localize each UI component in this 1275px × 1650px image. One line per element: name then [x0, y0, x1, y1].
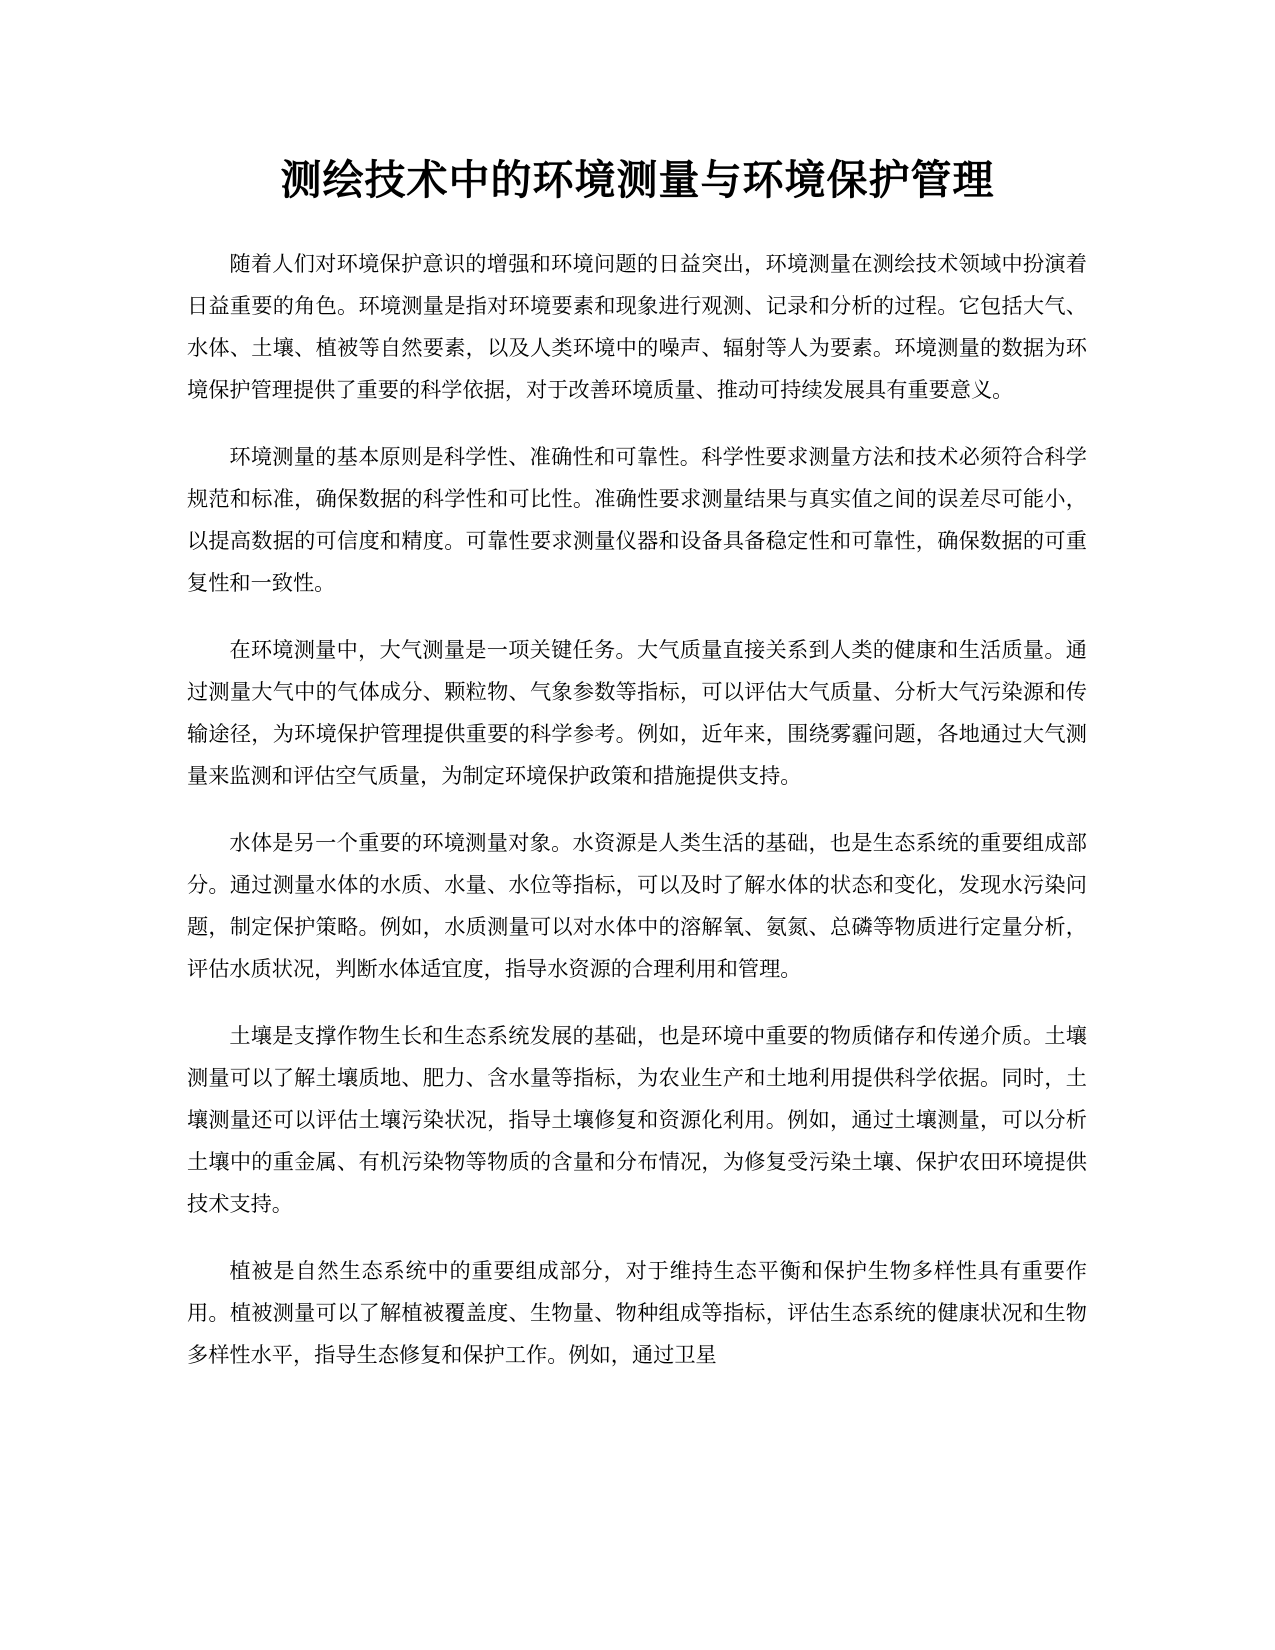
paragraph-principles: 环境测量的基本原则是科学性、准确性和可靠性。科学性要求测量方法和技术必须符合科学规范和标准，确保数据的科学性和可比性。准确性要求测量结果与真实值之间的误差尽可能小，以提高数据的可信度和精度。可靠性要求测量仪器和设备具备稳定性和可靠性，确保数据的可重复性和一致性。	[187, 444, 1087, 595]
paragraph-soil: 土壤是支撑作物生长和生态系统发展的基础，也是环境中重要的物质储存和传递介质。土壤测量可以了解土壤质地、肥力、含水量等指标，为农业生产和土地利用提供科学依据。同时，土壤测量还可以评估土壤污染状况，指导土壤修复和资源化利用。例如，通过土壤测量，可以分析土壤中的重金属、有机污染物等物质的含量和分布情况，为修复受污染土壤、保护农田环境提供技术支持。	[187, 1023, 1087, 1216]
document-body	[187, 243, 1087, 1401]
paragraph-atmosphere: 在环境测量中，大气测量是一项关键任务。大气质量直接关系到人类的健康和生活质量。通过测量大气中的气体成分、颗粒物、气象参数等指标，可以评估大气质量、分析大气污染源和传输途径，为环境保护管理提供重要的科学参考。例如，近年来，围绕雾霾问题，各地通过大气测量来监测和评估空气质量，为制定环境保护政策和措施提供支持。	[187, 637, 1087, 788]
document-title: 测绘技术中的环境测量与环境保护管理	[280, 156, 995, 204]
paragraph-intro: 随着人们对环境保护意识的增强和环境问题的日益突出，环境测量在测绘技术领域中扮演着日益重要的角色。环境测量是指对环境要素和现象进行观测、记录和分析的过程。它包括大气、水体、土壤、植被等自然要素，以及人类环境中的噪声、辐射等人为要素。环境测量的数据为环境保护管理提供了重要的科学依据，对于改善环境质量、推动可持续发展具有重要意义。	[187, 251, 1087, 402]
paragraph-water: 水体是另一个重要的环境测量对象。水资源是人类生活的基础，也是生态系统的重要组成部分。通过测量水体的水质、水量、水位等指标，可以及时了解水体的状态和变化，发现水污染问题，制定保护策略。例如，水质测量可以对水体中的溶解氧、氨氮、总磷等物质进行定量分析，评估水质状况，判断水体适宜度，指导水资源的合理利用和管理。	[187, 830, 1087, 981]
paragraph-vegetation: 植被是自然生态系统中的重要组成部分，对于维持生态平衡和保护生物多样性具有重要作用。植被测量可以了解植被覆盖度、生物量、物种组成等指标，评估生态系统的健康状况和生物多样性水平，指导生态修复和保护工作。例如，通过卫星	[187, 1258, 1087, 1367]
